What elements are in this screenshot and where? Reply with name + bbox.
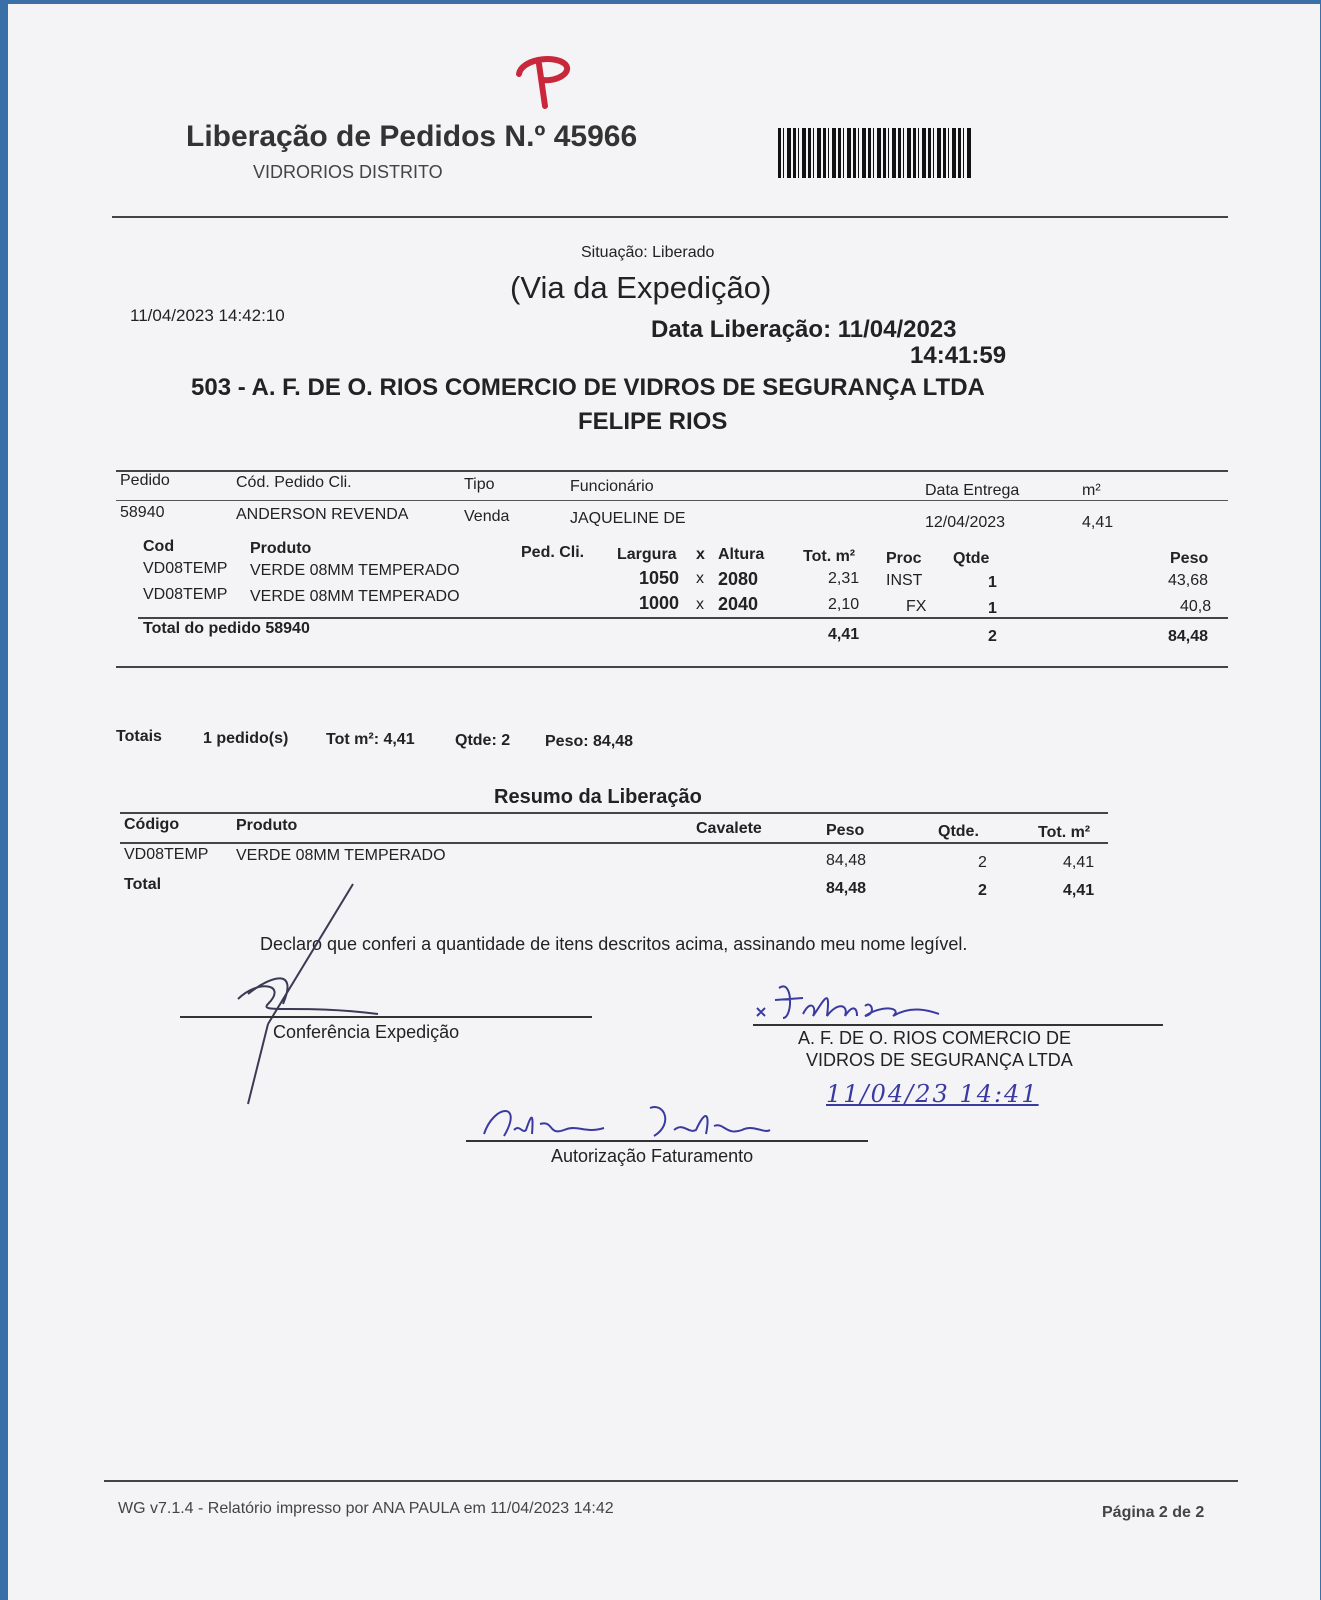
divider (120, 842, 1108, 844)
signature-line (466, 1140, 868, 1142)
signature-conferencia (228, 874, 398, 1114)
signature-line (753, 1024, 1163, 1026)
col-produto: Produto (236, 817, 298, 834)
col-largura: Largura (617, 546, 677, 563)
totals-pedidos: 1 pedido(s) (203, 730, 289, 747)
copy-type: (Via da Expedição) (510, 270, 772, 305)
col-funcionario: Funcionário (570, 478, 654, 495)
col-tipo: Tipo (464, 476, 495, 493)
signature-line (180, 1016, 592, 1018)
client-name: 503 - A. F. DE O. RIOS COMERCIO DE VIDROS DE SEGURANÇA LTDA (191, 374, 985, 401)
totals-peso: Peso: 84,48 (545, 733, 634, 750)
signature-autorizacao (474, 1094, 774, 1144)
col-m2: m² (1082, 482, 1101, 499)
col-pedido: Pedido (120, 472, 170, 489)
col-cavalete: Cavalete (696, 820, 762, 837)
divider (116, 500, 1228, 501)
handwritten-date: 11/04/23 14:41 (826, 1080, 1039, 1108)
divider (112, 216, 1228, 218)
page-number: Página 2 de 2 (1102, 1504, 1205, 1521)
col-peso: Peso (1170, 550, 1209, 567)
release-date: Data Liberação: 11/04/2023 (651, 316, 957, 343)
client-company-line2: VIDROS DE SEGURANÇA LTDA (806, 1050, 1073, 1070)
divider (116, 666, 1228, 668)
footer-divider (104, 1480, 1238, 1482)
company-name: VIDRORIOS DISTRITO (253, 162, 443, 182)
status-label: Situação: Liberado (581, 244, 715, 261)
signature-client (753, 978, 953, 1028)
summary-title: Resumo da Liberação (494, 786, 702, 808)
barcode (778, 128, 973, 178)
conferencia-label: Conferência Expedição (273, 1022, 460, 1042)
totals-qtde: Qtde: 2 (455, 732, 511, 749)
totals-label: Totais (116, 728, 162, 745)
totals-m2: Tot m²: 4,41 (326, 731, 415, 748)
col-altura: Altura (718, 546, 765, 563)
col-qtde: Qtde. (938, 823, 979, 840)
print-datetime: 11/04/2023 14:42:10 (130, 306, 285, 325)
footer-print-info: WG v7.1.4 - Relatório impresso por ANA PAULA em 11/04/2023 14:42 (118, 1500, 614, 1517)
client-company-line1: A. F. DE O. RIOS COMERCIO DE (798, 1028, 1072, 1048)
divider (116, 470, 1228, 472)
col-produto: Produto (250, 540, 312, 557)
client-contact: FELIPE RIOS (578, 408, 728, 435)
col-proc: Proc (886, 550, 922, 567)
col-tot-m2: Tot. m² (1038, 824, 1091, 841)
document-title: Liberação de Pedidos N.º 45966 (186, 120, 638, 153)
divider (120, 812, 1108, 814)
col-ped-cli: Ped. Cli. (521, 544, 585, 561)
col-tot-m2: Tot. m² (803, 548, 856, 565)
declaration-text: Declaro que conferi a quantidade de itens descritos acima, assinando meu nome legível. (260, 934, 968, 954)
company-logo-icon (513, 52, 583, 110)
document-page: Liberação de Pedidos N.º 45966 VIDRORIOS DISTRITO Situação: Liberado (Via da Expedição) 11/04/2023 14:42:10 Data Liberação: 11/04/2023 14:41:59 503 - A. F. DE O. RIOS COMERCIO DE VIDROS DE SEGURANÇA LTDA FELIPE RIOS Pedido Cód. Pedido Cli. Tipo Funcionário Data Entrega m² 58940 ANDERSON REVENDA Venda JAQUELINE DE 12/04/2023 4,41 Cod Produto Ped. Cli. Largura x Altura Tot. m² Proc Qtde Peso VD08TEMP VERDE 08MM TEMPERADO 1050 x 2080 2,31 INST 1 43,68 VD08TEMP VERDE 08MM TEMPERADO 1000 x 2040 2,10 FX 1 40,8 Total do pedido 58940 4,41 2 84,48 Totais 1 pedido(s) Tot m²: 4,41 Qtde: 2 Peso: 84,48 Resumo da Liberação Código Produto Cavalete Peso Qtde. Tot. m² VD08TEMP VERDE 08MM TEMPERADO 84,48 2 4,41 Total 84,48 2 4,41 Declaro que conferi a quantidade de itens descritos acima, assinando meu nome legível. Conferência Expedição A. F. DE O. RIOS COMERCIO DE VIDROS DE SEGURANÇA LTDA 11/04/23 14:41 Autorização Faturamento WG v7.1.4 - Relatório impresso por ANA PAULA em 11/04/2023 14:42 Página 2 de 2 (8, 4, 1320, 1600)
col-x: x (696, 546, 705, 563)
col-cod: Cod (143, 538, 175, 555)
autorizacao-label: Autorização Faturamento (551, 1146, 754, 1166)
col-qtde: Qtde (953, 550, 990, 567)
col-cod-pedido-cli: Cód. Pedido Cli. (236, 474, 352, 491)
release-time: 14:41:59 (910, 342, 1007, 369)
col-peso: Peso (826, 822, 865, 839)
col-codigo: Código (124, 816, 180, 833)
col-data-entrega: Data Entrega (925, 482, 1020, 499)
divider (138, 617, 1228, 619)
